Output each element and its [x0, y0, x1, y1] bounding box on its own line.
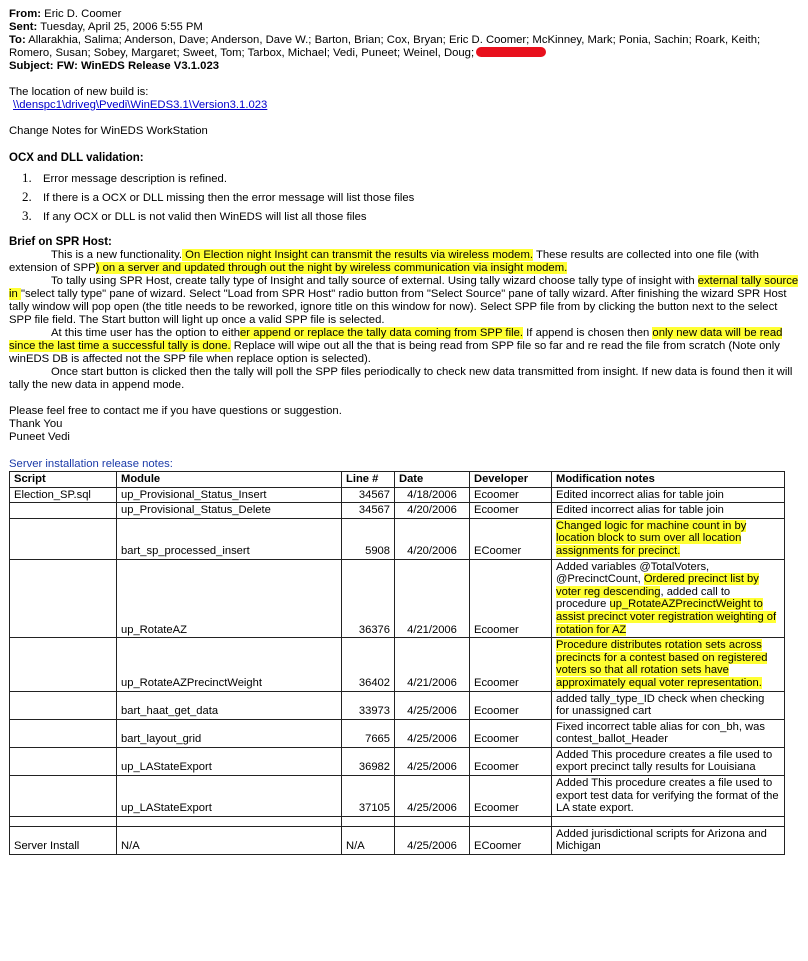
ocx-section-title: OCX and DLL validation:	[9, 152, 144, 164]
sent-line: Sent: Tuesday, April 25, 2006 5:55 PM	[9, 21, 203, 33]
list-item: 3. If any OCX or DLL is not valid then WinEDS will list all those files	[35, 209, 801, 224]
server-notes-title: Server installation release notes:	[9, 458, 173, 470]
col-header-script: Script	[10, 472, 117, 488]
spr-paragraph-2: To tally using SPR Host, create tally type of Insight and tally source of external. Using tally wizard choose tally type of insight with external tally source in "select tally type" pane of wizard. Select "Load from SPR Host" radio button from "Select Source" pane of tally wizard. After finishing the wizard SPR Host tally window will pop open (the title needs to be reworked, ignore title on this window for now). Select SPP file from by clicking the button next to the select SPP file field. The Start button will light up once a valid SPP file is selected.	[9, 275, 799, 326]
subject-value: FW: WinEDS Release V3.1.023	[56, 60, 220, 72]
from-value: Eric D. Coomer	[44, 8, 122, 20]
table-row: up_RotateAZ 36376 4/21/2006 Ecoomer Added variables @TotalVoters, @PrecinctCount, Ordered precinct list by voter reg descending, added call to procedure up_RotateAZPrecinctWeight to assist precinct voter registration weighting of rotation for AZ	[10, 559, 785, 638]
table-row: up_RotateAZPrecinctWeight 36402 4/21/2006 Ecoomer Procedure distributes rotation sets across precincts for a contest based on registered voters so that all rotation sets have approximately equal voter representation.	[10, 638, 785, 691]
to-line: To: Allarakhia, Salima; Anderson, Dave; Anderson, Dave W.; Barton, Brian; Cox, Bryan; Eric D. Coomer; McKinney, Mark; Ponia, Sachin; Roark, Keith; Romero, Susan; Sobey, Margaret; Sweet, Tom; Tarbox, Michael; Vedi, Puneet; Weinel, Doug;	[9, 34, 761, 59]
col-header-line: Line #	[342, 472, 395, 488]
ocx-list	[9, 171, 801, 224]
closing-thanks: Thank You	[9, 418, 63, 430]
table-row: bart_haat_get_data 33973 4/25/2006 Ecoomer added tally_type_ID check when checking for unassigned cart	[10, 691, 785, 719]
col-header-module: Module	[117, 472, 342, 488]
email-document	[9, 8, 801, 855]
change-notes-title: Change Notes for WinEDS WorkStation	[9, 125, 208, 137]
col-header-date: Date	[395, 472, 470, 488]
sent-value: Tuesday, April 25, 2006 5:55 PM	[40, 21, 203, 33]
col-header-notes: Modification notes	[552, 472, 785, 488]
list-item: 2. If there is a OCX or DLL missing then the error message will list those files	[35, 190, 801, 205]
spr-paragraph-3: At this time user has the option to either append or replace the tally data coming from SPP file. If append is chosen then only new data will be read since the last time a successful tally is done. Replace will wipe out all the that is being read from SPP file so far and re read the file from scratch (Note only winEDS DB is affected not the SPP file when replace option is selected).	[9, 327, 783, 365]
location-text: The location of new build is:	[9, 86, 149, 98]
spr-paragraph-4: Once start button is clicked then the tally will poll the SPP files periodically to check new data transmitted from insight. If new data is found then it will tally the new data in append mode.	[9, 366, 793, 391]
signature: Puneet Vedi	[9, 431, 70, 443]
to-value: Allarakhia, Salima; Anderson, Dave; Anderson, Dave W.; Barton, Brian; Cox, Bryan; Eric D. Coomer; McKinney, Mark; Ponia, Sachin; Roark, Keith; Romero, Susan; Sobey, Margaret; Sweet, Tom; Tarbox, Michael; Vedi, Puneet; Weinel, Doug;	[9, 34, 761, 59]
table-row: Election_SP.sql up_Provisional_Status_Insert 34567 4/18/2006 Ecoomer Edited incorrect alias for table join	[10, 487, 785, 503]
subject-line: Subject: FW: WinEDS Release V3.1.023	[9, 60, 220, 72]
table-row: up_Provisional_Status_Delete 34567 4/20/2006 Ecoomer Edited incorrect alias for table join	[10, 503, 785, 519]
release-notes-table	[9, 471, 785, 855]
from-line: From: Eric D. Coomer	[9, 8, 122, 20]
email-header	[9, 8, 801, 73]
spr-paragraph-1: This is a new functionality. On Election night Insight can transmit the results via wireless modem. These results are collected into one file (with extension of SPP) on a server and updated through out the night by wireless communication via insight modem.	[9, 249, 759, 274]
closing-line: Please feel free to contact me if you have questions or suggestion.	[9, 405, 342, 417]
table-row: up_LAStateExport 36982 4/25/2006 Ecoomer Added This procedure creates a file used to export precinct tally results for Louisiana	[10, 747, 785, 775]
table-row: bart_layout_grid 7665 4/25/2006 Ecoomer Fixed incorrect table alias for con_bh, was contest_ballot_Header	[10, 719, 785, 747]
col-header-developer: Developer	[470, 472, 552, 488]
redaction-mark	[476, 47, 546, 57]
list-item: 1. Error message description is refined.	[35, 171, 801, 186]
table-row: Server Install N/A N/A 4/25/2006 ECoomer Added jurisdictional scripts for Arizona and Michigan	[10, 826, 785, 854]
table-row: bart_sp_processed_insert 5908 4/20/2006 ECoomer Changed logic for machine count in by location block to sum over all location assignments for precinct.	[10, 518, 785, 559]
table-header-row	[10, 472, 785, 488]
table-row	[10, 816, 785, 826]
table-row: up_LAStateExport 37105 4/25/2006 Ecoomer Added This procedure creates a file used to export test data for verifying the format of the LA state export.	[10, 776, 785, 817]
spr-section-title: Brief on SPR Host:	[9, 236, 112, 248]
build-location-link[interactable]: \\denspc1\driveg\Pvedi\WinEDS3.1\Version3.1.023	[13, 99, 268, 111]
